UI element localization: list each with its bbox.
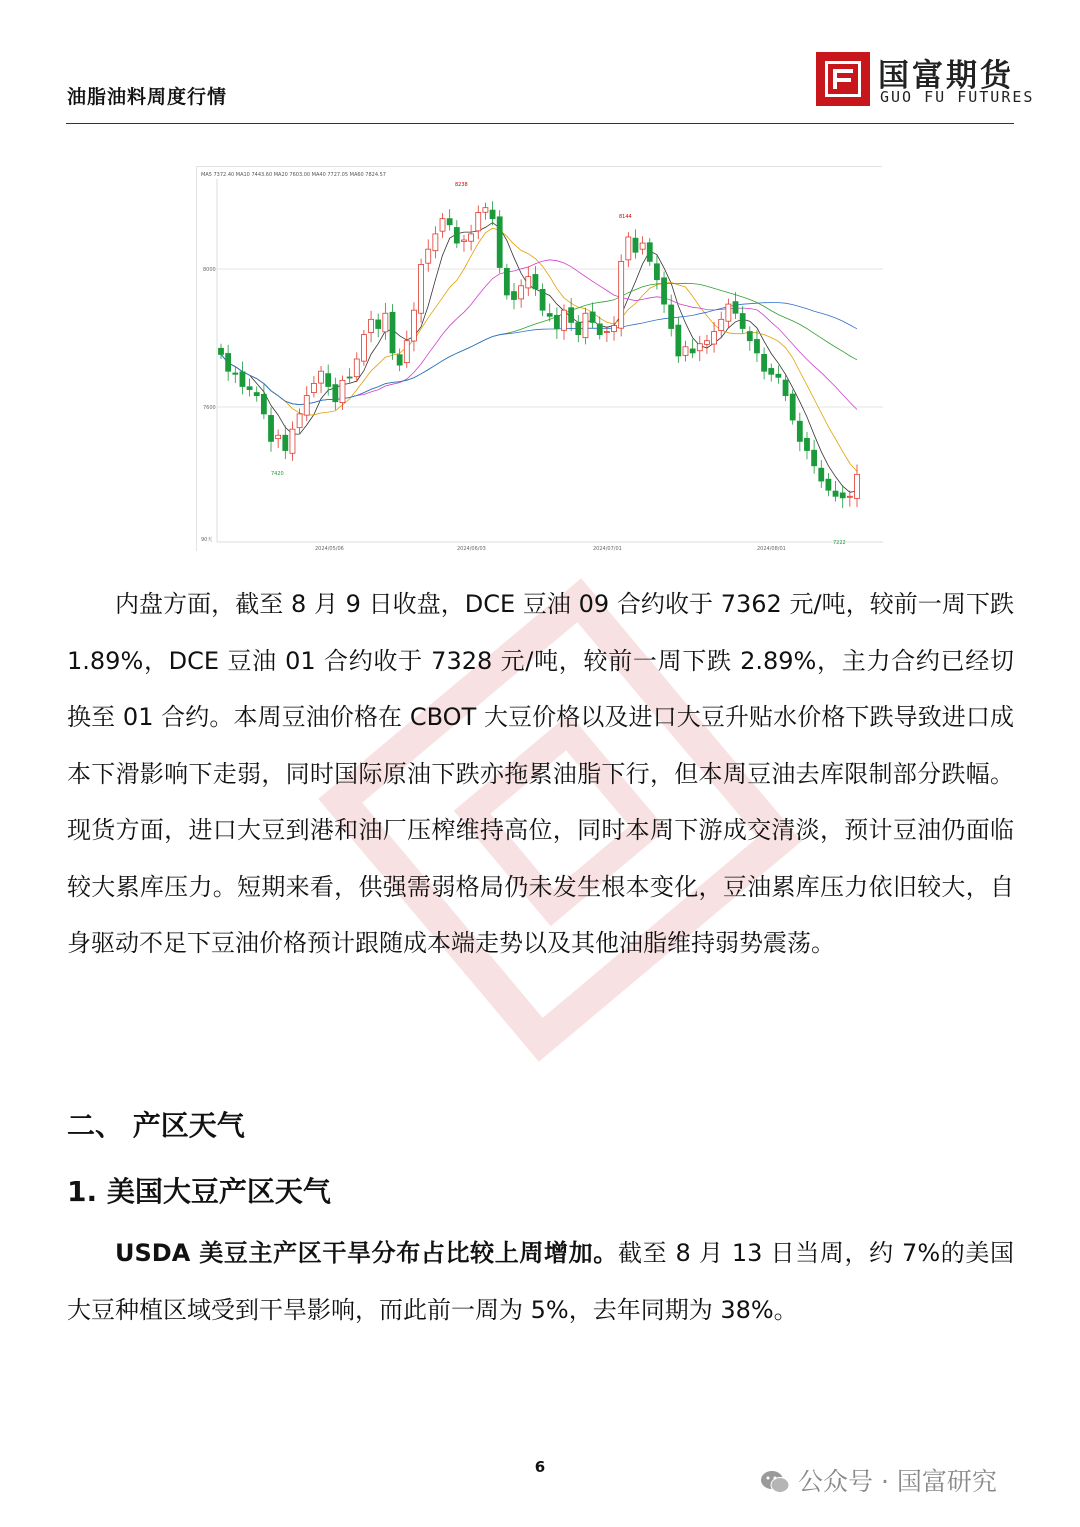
section-heading: 二、 产区天气 [67, 1109, 245, 1142]
candle-body [562, 310, 567, 330]
candle-body [333, 385, 338, 402]
candle-body [326, 374, 331, 387]
candle-body [604, 332, 609, 333]
x-tick-label: 2024/06/03 [457, 546, 486, 552]
candle-body [740, 314, 745, 329]
candle-body [712, 332, 717, 345]
candle-body [397, 355, 402, 365]
candle-body [769, 368, 774, 374]
candle-body [269, 415, 274, 441]
logo-english-name: GUO FU FUTURES [880, 88, 1035, 106]
candle-body [669, 305, 674, 328]
candle-body [361, 335, 366, 362]
candle-body [819, 468, 824, 481]
header-divider [66, 123, 1014, 124]
candle-body [754, 339, 759, 352]
candle-body [254, 393, 259, 396]
candle-body [654, 264, 659, 280]
candle-body [840, 493, 845, 498]
candle-body [833, 491, 838, 496]
candle-body [411, 310, 416, 341]
candle-body [626, 237, 631, 260]
candle-body [247, 387, 252, 390]
report-title: 油脂油料周度行情 [67, 86, 228, 108]
candle-body [219, 348, 224, 354]
candle-body [476, 213, 481, 231]
candle-body [240, 372, 245, 387]
candle-body [683, 347, 688, 356]
wechat-icon [760, 1470, 790, 1494]
candle-body [347, 377, 352, 378]
y-tick-label: 7600 [203, 405, 216, 411]
x-tick-label: 2024/07/01 [593, 546, 622, 552]
candle-body [776, 374, 781, 377]
candle-body [454, 228, 459, 244]
candle-body [619, 261, 624, 328]
candle-body [369, 319, 374, 332]
logo-chinese-name: 国富期货 [878, 58, 1014, 94]
candle-body [697, 344, 702, 351]
x-tick-label: 2024/05/06 [315, 546, 344, 552]
candle-body [676, 325, 681, 356]
paragraph-text: 内盘方面，截至 8 月 9 日收盘，DCE 豆油 09 合约收于 7362 元/吨，较前一周下跌 1.89%，DCE 豆油 01 合约收于 7328 元/吨，较前一周下跌 2.89%，主力合约已经切换至 01 合约。本周豆油价格在 CBOT 大豆价格以及进口大豆升贴水价格下跌导致进口成本下滑影响下走弱，同时国际原油下跌亦拖累油脂下行，但本周豆油去库限制部分跌幅。现货方面，进口大豆到港和油厂压榨维持高位，同时本周下游成交清淡，预计豆油仍面临较大累库压力。短期来看，供强需弱格局仍未发生根本变化，豆油累库压力依旧较大，自身驱动不足下豆油价格预计跟随成本端走势以及其他油脂维持弱势震荡。 [67, 590, 1014, 957]
candle-body [783, 380, 788, 396]
candle-body [483, 208, 488, 213]
y-tick-label: 8000 [203, 267, 216, 273]
candle-body [297, 414, 302, 428]
candle-body [469, 234, 474, 241]
chart-legend: MA5 7372.40 MA10 7443.60 MA20 7603.00 MA40 7727.05 MA60 7824.57 [201, 172, 386, 178]
candle-body [576, 323, 581, 335]
subsection-heading: 1. 美国大豆产区天气 [67, 1175, 331, 1208]
candle-body [311, 383, 316, 392]
period-label: 90天 [201, 537, 213, 543]
page-number: 6 [534, 1458, 546, 1476]
candle-body [290, 429, 295, 453]
candle-body [590, 312, 595, 322]
candle-body [497, 217, 502, 268]
candle-body [433, 234, 438, 251]
candle-body [419, 264, 424, 313]
candle-body [447, 219, 452, 225]
candle-body [804, 438, 809, 450]
candle-body [855, 474, 860, 498]
candle-body [504, 268, 509, 295]
candle-body [640, 243, 645, 249]
logo-mark-icon [816, 52, 870, 106]
candle-body [633, 238, 638, 252]
candle-body [354, 359, 359, 377]
watermark-text: 公众号 · 国富研究 [798, 1467, 997, 1496]
candle-body [583, 313, 588, 337]
paragraph-rest: 截至 8 月 13 日当周，约 7%的美国大豆种植区域受到干旱影响，而此前一周为 5%，去年同期为 38%。 [67, 1239, 1015, 1324]
candle-body [376, 320, 381, 329]
candle-body [390, 312, 395, 353]
wechat-watermark [760, 1462, 997, 1498]
candle-body [226, 354, 231, 372]
candle-body [704, 341, 709, 345]
candle-body [319, 371, 324, 383]
candle-body [690, 349, 695, 353]
candle-body [797, 421, 802, 441]
candle-body [340, 380, 345, 402]
company-logo [816, 52, 1035, 110]
candle-body [554, 315, 559, 328]
low-annotation: 7222 [833, 540, 846, 546]
candle-body [733, 302, 738, 314]
candle-body [597, 324, 602, 335]
candle-body [790, 394, 795, 420]
candle-body [383, 313, 388, 332]
candle-body [747, 332, 752, 341]
candle-body [304, 396, 309, 416]
x-tick-label: 2024/08/01 [757, 546, 786, 552]
candle-body [762, 354, 767, 371]
kline-chart-svg [197, 167, 883, 552]
candle-body [847, 496, 852, 497]
candle-body [276, 435, 281, 438]
candle-body [647, 243, 652, 262]
candle-body [526, 277, 531, 288]
soybean-oil-kline-chart [196, 166, 882, 551]
candle-body [726, 304, 731, 321]
paragraph-lead: USDA 美豆主产区干旱分布占比较上周增加。 [115, 1239, 618, 1267]
high-annotation: 8144 [619, 214, 632, 220]
candle-body [426, 249, 431, 263]
candle-body [547, 314, 552, 317]
candle-body [519, 286, 524, 299]
candle-body [511, 292, 516, 300]
high-annotation: 8238 [455, 182, 468, 188]
candle-body [719, 319, 724, 330]
candle-body [569, 308, 574, 323]
candle-body [404, 341, 409, 363]
candle-body [812, 450, 817, 466]
candle-body [261, 394, 266, 414]
candle-body [461, 240, 466, 242]
candle-body [826, 479, 831, 490]
low-annotation: 7420 [271, 471, 284, 477]
candle-body [533, 274, 538, 288]
candle-body [283, 435, 288, 450]
candle-body [440, 219, 445, 232]
candle-body [233, 373, 238, 374]
candle-body [662, 278, 667, 304]
paragraph-text [67, 1225, 1014, 1338]
paragraph-domestic-market [67, 576, 1014, 972]
paragraph-us-drought [67, 1225, 1014, 1338]
candle-body [540, 289, 545, 310]
candle-body [612, 325, 617, 331]
candle-body [490, 210, 495, 219]
